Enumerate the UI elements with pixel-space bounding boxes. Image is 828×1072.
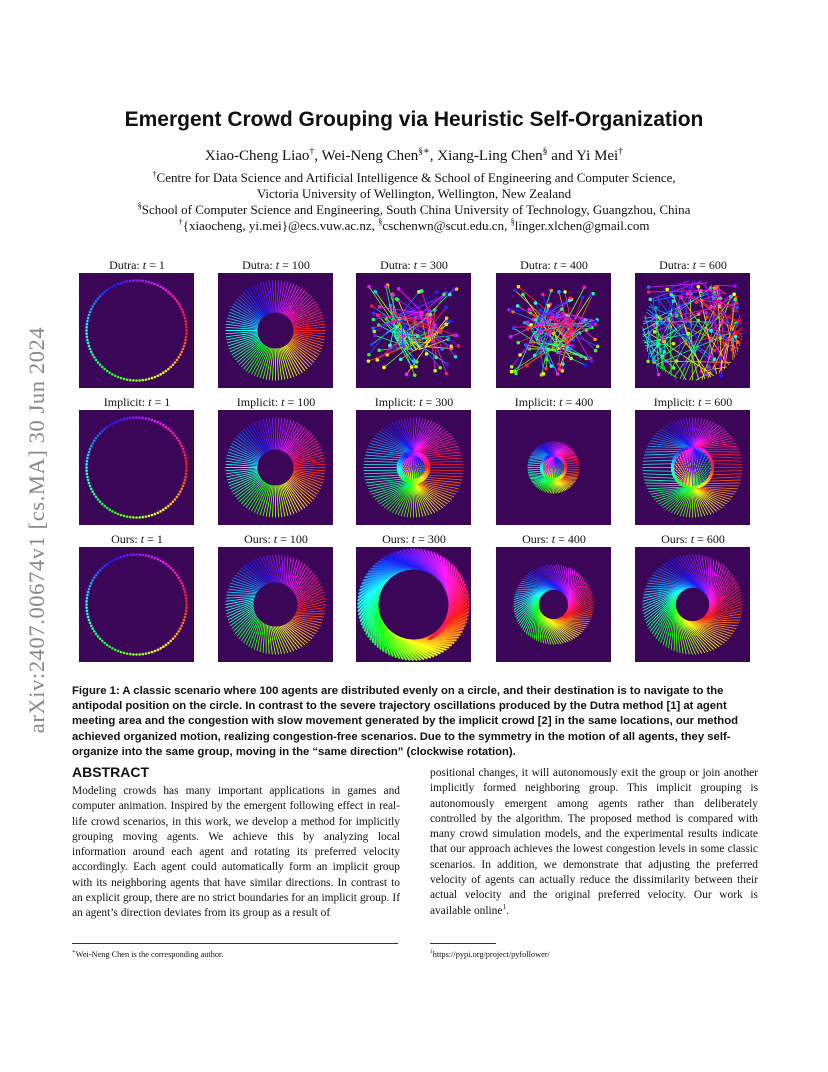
panel-label: Ours: t = 100 [244,532,308,546]
simulation-panel [218,410,333,525]
panel-label: Ours: t = 600 [661,532,725,546]
simulation-panel [356,547,471,662]
affiliation-line: Victoria University of Wellington, Wellington, New Zealand [256,186,572,201]
email-line: †{xiaocheng, yi.mei}@ecs.vuw.ac.nz, §cschenwn@scut.edu.cn, §linger.xlchen@gmail.com [178,216,650,233]
abstract-left-column: Modeling crowds has many important applications in games and computer animation. Inspired by the emergent following effect in real-life crowd scenarios, in this work, we develop a method for implicitly grouping moving agents. We achieve this by analyzing local information around each agent and rotating its preferred velocity accordingly. Each agent could automatically form an implicit group with its neighboring agents that have similar directions. In contrast to an explicit group, there are no strict boundaries for an implicit group. If an agent’s direction deviates from its group as a result of [72,785,400,920]
affiliation-line: †Centre for Data Science and Artificial Intelligence & School of Engineering and Computer Science, [152,168,676,185]
footnote-left: ∗Wei-Neng Chen is the corresponding author. [72,949,224,959]
panel-label: Dutra: t = 100 [242,258,310,272]
simulation-panel [79,410,194,525]
panel-label: Dutra: t = 600 [659,258,727,272]
simulation-panel [356,273,471,388]
author-name: Xiao-Cheng Liao [204,148,310,164]
footnote-right: $^1$https://pypi.org/project/pyfollower/ [430,949,550,959]
author-name: Wei-Neng Chen [321,148,419,164]
panel-label: Dutra: t = 300 [380,258,448,272]
author-name: Yi Mei [576,148,619,164]
abstract-heading: ABSTRACT [72,764,149,780]
abstract-right-column: positional changes, it will autonomously exit the group or join another implicitly formed neighboring group. This implicit grouping is autonomously emergent among agents rather than deliberately controlled by the algorithm. The proposed method is compared with many crowd simulation models, and the experimental results indicate that our approach achieves the lowest congestion levels in some classic scenarios. In addition, we demonstrate that adjusting the preferred velocity of agents can actually reduce the dissimilarity between their actual velocity and the original preferred velocity. Our work is available online$^1$. [430,767,758,917]
panel-label: Dutra: t = 400 [520,258,588,272]
panel-label: Ours: t = 1 [111,532,163,546]
simulation-panel [496,547,611,662]
author-name: Xiang-Ling Chen [437,148,543,164]
simulation-panel [635,410,750,525]
simulation-panel [79,273,194,388]
panel-label: Ours: t = 300 [382,532,446,546]
figure-caption: Figure 1: A classic scenario where 100 agents are distributed evenly on a circle, and their destination is to navigate to the antipodal position on the circle. In contrast to the severe trajectory oscillations produced by the Dutra method [1] at agent meeting area and the congestion with slow movement generated by the implicit crowd [2] in the same locations, our method achieved organized motion, realizing congestion-free scenarios. Due to the symmetry in the motion of all agents, they self-organize into the same group, moving in the “same direction” (clockwise rotation). [72,685,739,758]
panel-label: Ours: t = 400 [522,532,586,546]
simulation-panel [218,273,333,388]
panel-label: Implicit: t = 1 [103,395,171,409]
footnote-rule [72,943,398,944]
simulation-panel [496,273,611,388]
author-list: Xiao-Cheng Liao†, Wei-Neng Chen§∗, Xiang-Ling Chen§ and Yi Mei† [204,146,624,164]
paper-title: Emergent Crowd Grouping via Heuristic Self-Organization [124,108,704,131]
simulation-panel [496,410,611,525]
simulation-panel [79,547,194,662]
footnote-rule [430,943,496,944]
simulation-panel [218,547,333,662]
simulation-panel [635,273,750,388]
panel-label: Implicit: t = 600 [653,395,733,409]
simulation-panel [356,410,471,525]
panel-label: Implicit: t = 300 [374,395,454,409]
panel-label: Implicit: t = 400 [514,395,594,409]
panel-label: Implicit: t = 100 [236,395,316,409]
simulation-panel [635,547,750,662]
arxiv-identifier: arXiv:2407.00674v1 [cs.MA] 30 Jun 2024 [24,326,49,734]
affiliation-line: §School of Computer Science and Engineering, South China University of Technology, Guangzhou, China [137,200,691,217]
panel-label: Dutra: t = 1 [109,258,165,272]
